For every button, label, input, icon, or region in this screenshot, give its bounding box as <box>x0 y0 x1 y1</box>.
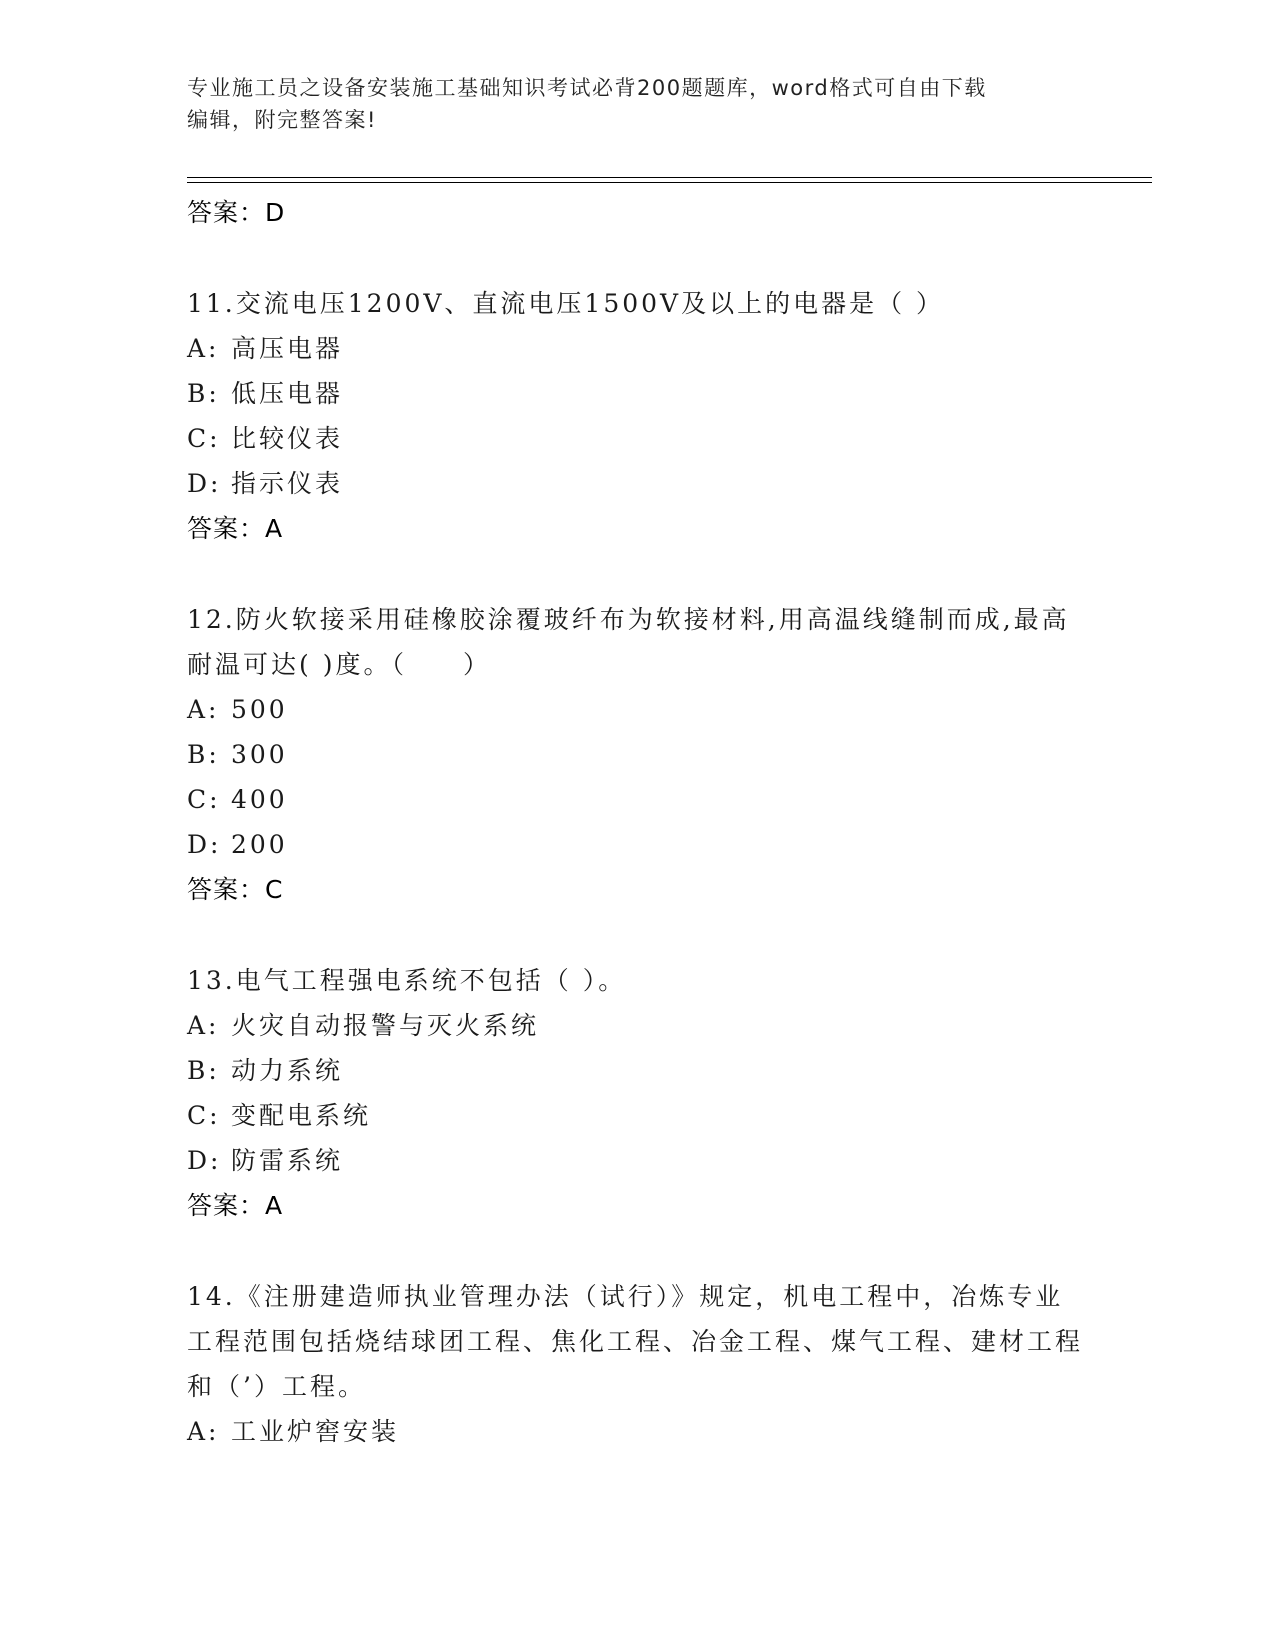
option-text: 300 <box>231 740 288 769</box>
header-divider-bottom <box>187 182 1152 183</box>
header-divider-top <box>187 177 1152 178</box>
option-14-a <box>187 1409 1087 1454</box>
option-11-d <box>187 461 1087 506</box>
option-text: 比较仪表 <box>231 424 344 453</box>
option-text: 防雷系统 <box>231 1146 344 1175</box>
option-13-b <box>187 1048 1087 1093</box>
question-13: 13.电气工程强电系统不包括（ ）。 <box>187 966 627 995</box>
question-list <box>187 190 1087 1454</box>
option-text: 动力系统 <box>231 1056 344 1085</box>
option-11-c <box>187 416 1087 461</box>
option-letter: D: <box>187 469 222 498</box>
option-text: 变配电系统 <box>231 1101 372 1130</box>
option-text: 200 <box>231 830 288 859</box>
option-letter: C: <box>187 1101 221 1130</box>
option-letter: B: <box>187 740 220 769</box>
option-text: 指示仪表 <box>231 469 344 498</box>
option-text: 高压电器 <box>231 334 344 363</box>
option-12-a <box>187 687 1087 732</box>
option-letter: A: <box>187 695 220 724</box>
question-11: 11.交流电压1200V、直流电压1500V及以上的电器是（ ） <box>187 289 945 318</box>
option-text: 低压电器 <box>231 379 344 408</box>
option-13-c <box>187 1093 1087 1138</box>
option-12-b <box>187 732 1087 777</box>
option-letter: B: <box>187 1056 220 1085</box>
option-text: 工业炉窖安装 <box>231 1417 400 1446</box>
option-letter: C: <box>187 424 221 453</box>
document-header <box>187 72 1067 136</box>
option-13-d <box>187 1138 1087 1183</box>
option-letter: D: <box>187 1146 222 1175</box>
answer-q12: 答案：C <box>187 875 284 904</box>
option-11-b <box>187 371 1087 416</box>
option-letter: C: <box>187 785 221 814</box>
answer-q10: 答案：D <box>187 198 286 227</box>
option-text: 500 <box>231 695 288 724</box>
option-text: 火灾自动报警与灭火系统 <box>231 1011 540 1040</box>
option-12-c <box>187 777 1087 822</box>
option-11-a <box>187 326 1087 371</box>
question-12: 12.防火软接采用硅橡胶涂覆玻纤布为软接材料,用高温线缝制而成,最高耐温可达( )度。（ ） <box>187 605 1070 679</box>
option-letter: B: <box>187 379 220 408</box>
answer-q11: 答案：A <box>187 514 284 543</box>
header-line-2: 编辑，附完整答案! <box>187 108 377 132</box>
option-text: 400 <box>231 785 288 814</box>
option-letter: A: <box>187 1417 220 1446</box>
option-letter: D: <box>187 830 222 859</box>
option-13-a <box>187 1003 1087 1048</box>
option-letter: A: <box>187 1011 220 1040</box>
header-line-1: 专业施工员之设备安装施工基础知识考试必背200题题库，word格式可自由下载 <box>187 76 987 100</box>
option-12-d <box>187 822 1087 867</box>
answer-q13: 答案：A <box>187 1191 284 1220</box>
question-14: 14.《注册建造师执业管理办法（试行）》规定，机电工程中，冶炼专业工程范围包括烧结球团工程、焦化工程、冶金工程、煤气工程、建材工程和（’）工程。 <box>187 1282 1084 1401</box>
option-letter: A: <box>187 334 220 363</box>
